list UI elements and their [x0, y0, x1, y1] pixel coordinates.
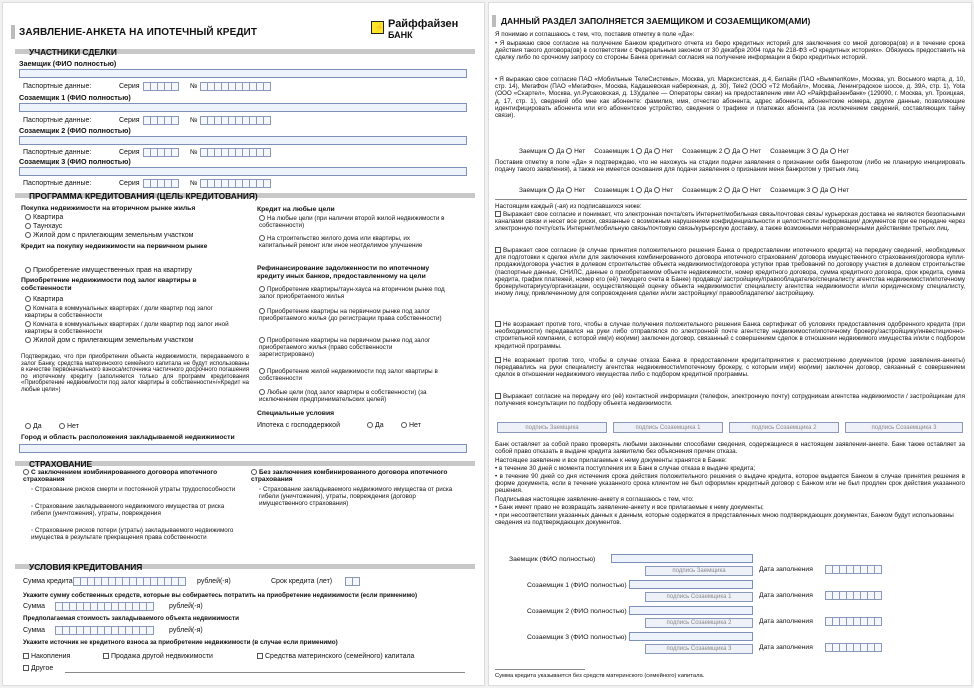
ins-opt-property: ◦ Страхование закладываемого недвижимого имущества от риска гибели (уничтожения), утраты, повреждения [31, 503, 225, 518]
borrower-series-input[interactable] [143, 82, 178, 91]
footnote-text: Сумма кредита указывается без средств материнского (семейного) капитала. [495, 673, 705, 679]
currency-label: рублей(-я) [169, 603, 203, 610]
series-label: Серия [119, 117, 140, 124]
series-label: Серия [119, 180, 140, 187]
program-heading: ПРОГРАММА КРЕДИТОВАНИЯ (ЦЕЛЬ КРЕДИТОВАНИЯ) [29, 191, 258, 201]
storage-heading: Настоящее заявление и все прилагаемые к нему документы хранятся в Банке: [495, 457, 727, 464]
intro-text: Я понимаю и соглашаюсь с тем, что, поставив отметку в поле «Да»: [495, 31, 695, 38]
form-page-2 [488, 2, 972, 686]
name-co1-label: Созаемщик 1 (ФИО полностью) [527, 582, 627, 589]
name-borrower-label: Заемщик (ФИО полностью) [509, 556, 596, 563]
consent-data-transfer[interactable]: Выражает свое согласие (в случае принятия положительного решения Банка о предоставлении ипотечного кредита) на передачу сведений, необходимых для подготовки к сделке и/или для заключения комбинированного договора ипотечного страхования/ договора имущественного страхования/договора купли-продажи/договора участия в долевом строительстве объекта недвижимости/договора уступки прав требований по договору участия в долевом строительстве (паспортные данные, СНИЛС, данные о приобретаемом объекте недвижимости, номер кредитного договора, сумма кредитного договора, срок кредита, сумма кредита, график платежей, номер его (её) текущего счета в Банке) продавцу/ застройщику/правообладателю/специалисту агентства недвижимости/ипотечному брокеру/нотариусу/организации, осуществляющей оценку объекта недвижимости/ специалисту агентства недвижимости и/или юридическому специалисту, иному лицу, привлеченному для сопровождения сделки и/или застройщику/ правообладателю/ застройщику. [495, 247, 965, 298]
amount-input[interactable] [73, 577, 185, 586]
yesno-row-2: Заемщик Да Нет Созаемщик 1 Да Нет Созаемщик 2 Да Нет Созаемщик 3 Да Нет [519, 187, 849, 194]
amount-label: Сумма кредита [23, 578, 73, 585]
agree-2: • при несоответствии указанных данных к данным, которые содержатся в представленных мною подтверждающих документах, Банком будут использованы сведения из подтверждающих документов. [495, 512, 954, 527]
bankruptcy-text: Поставив отметку в поле «Да» я подтверждаю, что не нахожусь на стадии подачи заявления о признании себя банкротом (либо не планирую инициировать подачу такого заявления), а также не имеется основания для подачи заявления о признании меня банкротом у третьих лиц. [495, 159, 965, 174]
signature-co3-field[interactable]: подпись Созаемщика 3 [845, 422, 963, 433]
date-input[interactable] [825, 617, 881, 626]
any-purpose-label: Кредит на любые цели [257, 206, 335, 213]
insurance-heading: СТРАХОВАНИЕ [29, 459, 93, 469]
form-title: ЗАЯВЛЕНИЕ-АНКЕТА НА ИПОТЕЧНЫЙ КРЕДИТ [19, 27, 258, 38]
source-other[interactable]: Другое [23, 665, 53, 673]
co2-series-input[interactable] [143, 148, 178, 157]
name-co2-input[interactable] [629, 606, 753, 615]
date-input[interactable] [825, 643, 881, 652]
signature-co2-field[interactable]: подпись Созаемщика 2 [729, 422, 839, 433]
name-borrower-input[interactable] [611, 554, 753, 563]
own-sum-label: Сумма [23, 603, 45, 610]
logo-text: Райффайзен [388, 18, 459, 30]
consent-channels[interactable]: Выражает свое согласие и понимает, что электронная почта/сеть Интернет/мобильная связь/почтовая связь/ курьерская доставка не являются безопасными каналами связи и несет все риски, связанные с возможным нарушением конфиденциальности и целостности информации/ документов при ее передаче через электронную почту/сеть Интернет/мобильную связь/почтовую связь/курьерскую доставку, а также возможными неправомерными действиями третьих лиц. [495, 211, 965, 233]
collateral-label: Приобретение недвижимости под залог квартиры в собственности [21, 277, 197, 292]
date-label: Дата заполнения [759, 644, 813, 651]
value-sum-input[interactable] [55, 626, 153, 635]
passport-label: Паспортные данные: [23, 149, 92, 156]
option-coll-apartment[interactable]: Квартира [25, 296, 63, 304]
option-any-second[interactable]: На любые цели (при наличии второй жилой недвижимости в собственности) [259, 215, 445, 230]
consent-heading: Настоящим каждый (-ая) из подписавшихся ниже: [495, 203, 642, 210]
footnote-divider [495, 669, 585, 670]
agree-1: • Банк имеет право не возвращать заявление-анкету и все прилагаемые к нему документы; [495, 504, 764, 511]
number-label: № [190, 117, 198, 124]
agree-heading: Подписывая настоящее заявление-анкету я соглашаюсь с тем, что: [495, 496, 694, 503]
own-sum-input[interactable] [55, 602, 153, 611]
value-sum-label: Сумма [23, 627, 45, 634]
consent-contacts[interactable]: Выражает согласие на передачу его (её) контактной информации (телефон, электронную почту) сотрудникам агентства недвижимости / застройщикам для получения консультации по подбору объекта недвижимости. [495, 393, 965, 408]
borrower-label: Заемщик (ФИО полностью) [19, 59, 117, 68]
option-refi-any[interactable]: Любые цели (под залог квартиры в собственности) (за исключением предпринимательских целей) [259, 389, 427, 404]
number-label: № [190, 180, 198, 187]
option-refi-collateral[interactable]: Приобретение жилой недвижимости под залог квартиры в собственности [259, 368, 438, 383]
source-savings[interactable]: Накопления [23, 653, 70, 661]
term-input[interactable] [345, 577, 359, 586]
raiffeisen-logo-icon: ⚡ [371, 21, 384, 34]
signature-co3-field[interactable]: подпись Созаемщика 3 [645, 644, 753, 654]
bki-consent-text: • Я выражаю свое согласие на получение Банком кредитного отчета из бюро кредитных историй для заключения со мной договора(ов) и в течение срока действия такого договора(ов) в соответствии с Федеральным законом от 30 декабря 2004 года № 218-ФЗ «О кредитных историях». Обязуюсь предоставить на сделку либо по срочному запросу со стороны Банка оригинал согласия на получение информации в бюро кредитных историй. [495, 40, 965, 62]
terms-heading: УСЛОВИЯ КРЕДИТОВАНИЯ [29, 562, 143, 572]
value-label: Предполагаемая стоимость закладываемого объекта недвижимости [23, 615, 240, 622]
number-label: № [190, 149, 198, 156]
insurance-with[interactable]: С заключением комбинированного договора ипотечного страхования [23, 469, 218, 484]
option-refi-primary-after[interactable]: Приобретение квартиры на первичном рынке под залог приобретаемого жилья (право собственности зарегистрировано) [259, 337, 431, 359]
page2-heading: ДАННЫЙ РАЗДЕЛ ЗАПОЛНЯЕТСЯ ЗАЕМЩИКОМ И СОЗАЕМЩИКОМ(АМИ) [501, 16, 811, 26]
co3-number-input[interactable] [200, 179, 270, 188]
consent-certificate[interactable]: Не возражает против того, чтобы в случае получения положительного решения Банка сертификат об условиях предоставления одобренного кредита (при необходимости) передавался на руки либо отправлялся по электронной почте агентству недвижимости/ипотечному брокеру/застройщику/инвестиционно-строительной компании, с которой им(и) ею(ими) заключен договор, связанный с совершением сделок в отношении недвижимого имущества и/или с подбором кредитной программы. [495, 321, 965, 350]
signature-borrower-field[interactable]: подпись Заемщика [497, 422, 607, 433]
name-co3-label: Созаемщик 3 (ФИО полностью) [527, 634, 627, 641]
secondary-market-label: Покупка недвижимости на вторичном рынке жилья [21, 205, 196, 212]
name-co1-input[interactable] [629, 580, 753, 589]
name-co3-input[interactable] [629, 632, 753, 641]
date-input[interactable] [825, 591, 881, 600]
option-refi-primary-before[interactable]: Приобретение квартиры на первичном рынке под залог приобретаемого жилья (до регистрации права собственности) [259, 308, 442, 323]
storage-term-1: • в течение 30 дней с момента поступления их в Банк в случае отказа в выдаче кредита; [495, 465, 756, 472]
series-label: Серия [119, 149, 140, 156]
co3-series-input[interactable] [143, 179, 178, 188]
telecom-consent-text: • Я выражаю свое согласие ПАО «Мобильные ТелеСистемы», Москва, ул. Марксистская, д.4, Билайн (ПАО «ВымпелКом», Москва, ул. Восьмого марта, д. 10, стр. 14), МегаФон (ПАО «МегаФон», Москва, Кадашевская набережная, д. 30), Tele2 (ООО «Т2 Мобайл», Москва, Ленинградское шоссе, д. 39А, стр. 1), Yota (ООО «Скартел», Москва, ул.Русаковская, д. 13)(далее — Операторы связи) на предоставление ими АО «Райффайзенбанк» (129090, г. Москва, ул. Троицкая, д. 17, стр. 1), сведений обо мне как абоненте: фамилия, имя, отчество абонента, адрес абонента, абонентские номера, другие данные, позволяющие идентифицировать абонента или его абонентское устройство, сведения о трафике и платежах абонента (за исключением сведений, составляющих тайну связи). [495, 76, 965, 120]
storage-term-2: • в течение 90 дней со дня истечения срока действия положительного решения о выдаче кредита, которое выдается Банком в случае принятия решения в форме документа, если в течение указанного срока клиентом не был оформлен кредитный договор с Банком или не был продлен срок действия указанного решения. [495, 473, 965, 495]
ins-opt-property-only: ◦ Страхование закладываемого недвижимого имущества от риска гибели (уничтожения), утраты, повреждения (договор имущественного страхования) [259, 486, 453, 508]
co3-name-input[interactable] [19, 167, 467, 176]
signature-co1-field[interactable]: подпись Созаемщика 1 [613, 422, 723, 433]
own-funds-label: Укажите сумму собственных средств, которые вы собираетесь потратить на приобретение недвижимости (если применимо) [23, 592, 418, 599]
co2-name-input[interactable] [19, 136, 467, 145]
bank-rights-text: Банк оставляет за собой право проверять любыми законными способами сведения, содержащиеся в настоящем заявлении-анкете. Банк также оставляет за собой право отказать в выдаче кредита заявителю без объяснения причин отказа. [495, 441, 965, 456]
date-label: Дата заполнения [759, 618, 813, 625]
participants-heading: УЧАСТНИКИ СДЕЛКИ [29, 47, 117, 57]
insurance-without[interactable]: Без заключения комбинированного договора ипотечного страхования [251, 469, 448, 484]
number-label: № [190, 83, 198, 90]
date-label: Дата заполнения [759, 592, 813, 599]
borrower-number-input[interactable] [200, 82, 270, 91]
currency-label: рублей(-я) [169, 627, 203, 634]
co1-number-input[interactable] [200, 116, 270, 125]
option-house[interactable]: Жилой дом с прилегающим земельным участком [25, 232, 193, 240]
mil-label: Ипотека с господдержкой [257, 422, 340, 429]
other-line[interactable] [65, 672, 465, 673]
consent-refusal[interactable]: Не возражает против того, чтобы в случае отказа Банка в предоставлении кредита/принятия к рассмотрению документов (кроме заявления-анкеты) передавались на руки специалисту агентства недвижимости/ипотечному брокеру, с которым им(и) ею(ими) заключен договор, связанный с совершением сделок в отношении недвижимого имущества либо с подбором кредитной программы. [495, 357, 965, 379]
form-page-1 [2, 2, 485, 686]
co3-label: Созаемщик 3 (ФИО полностью) [19, 157, 131, 166]
name-co2-label: Созаемщик 2 (ФИО полностью) [527, 608, 627, 615]
yesno-row-1: Заемщик Да Нет Созаемщик 1 Да Нет Созаемщик 2 Да Нет Созаемщик 3 Да Нет [519, 148, 849, 155]
date-input[interactable] [825, 565, 881, 574]
title-band [11, 25, 15, 39]
option-property-rights[interactable]: Приобретение имущественных прав на квартиру [25, 267, 192, 275]
divider [495, 199, 967, 200]
passport-label: Паспортные данные: [23, 117, 92, 124]
co2-label: Созаемщик 2 (ФИО полностью) [19, 126, 131, 135]
co2-number-input[interactable] [200, 148, 270, 157]
source-sale[interactable]: Продажа другой недвижимости [103, 653, 213, 661]
mil-yes[interactable]: Да [367, 422, 384, 430]
matcap-yes[interactable]: Да [25, 423, 42, 431]
term-label: Срок кредита (лет) [271, 578, 333, 585]
passport-label: Паспортные данные: [23, 180, 92, 187]
option-apartment[interactable]: Квартира [25, 214, 63, 222]
ins-opt-title: ◦ Страхование рисков потери (утраты) закладываемого недвижимого имущества в результате прекращения права собственности [31, 527, 234, 542]
signature-borrower-field[interactable]: подпись Заемщика [645, 566, 753, 576]
primary-market-label: Кредит на покупку недвижимости на первичном рынке [21, 243, 208, 250]
signature-co2-field[interactable]: подпись Созаемщика 2 [645, 618, 753, 628]
co1-name-input[interactable] [19, 103, 467, 112]
mil-no[interactable]: Нет [401, 422, 421, 430]
special-label: Специальные условия [257, 410, 335, 417]
option-townhouse[interactable]: Таунхаус [25, 223, 62, 231]
region-label: Город и область расположения закладываемой недвижимости [21, 434, 235, 441]
date-label: Дата заполнения [759, 566, 813, 573]
co1-label: Созаемщик 1 (ФИО полностью) [19, 93, 131, 102]
signature-co1-field[interactable]: подпись Созаемщика 1 [645, 592, 753, 602]
option-refi-secondary[interactable]: Приобретение квартиры/таун-хауса на вторичном рынке под залог приобретаемого жилья [259, 286, 445, 301]
source-label: Укажите источник не кредитного взноса за приобретение недвижимости (в случае если применимо) [23, 639, 338, 646]
logo-subtext: БАНК [388, 30, 413, 40]
option-coll-room-own[interactable]: Комната в коммунальных квартирах / доли квартир под залог квартиры в собственности [25, 305, 213, 320]
co1-series-input[interactable] [143, 116, 178, 125]
option-any-construction[interactable]: На строительство жилого дома или квартиры, их капитальный ремонт или иное неотделимое улучшение [259, 235, 423, 250]
series-label: Серия [119, 83, 140, 90]
title-band [492, 15, 496, 27]
currency-label: рублей(-я) [197, 578, 231, 585]
region-input[interactable] [19, 444, 467, 453]
matcap-confirmation-text: Подтверждаю, что при приобретении объекта недвижимости, передаваемого в залог Банку, средства материнского семейного капитала не будут использованы в качестве первоначального взноса/источника частичного досрочного погашения по ипотечному кредиту (заполняется только для программ кредитования «Приобретение недвижимости под залог квартиры в собственности»/«Кредит на любые цели») [21, 354, 249, 393]
ins-opt-life: ◦ Страхование рисков смерти и постоянной утраты трудоспособности [31, 486, 236, 493]
option-coll-room-other[interactable]: Комната в коммунальных квартирах / доли квартир под залог иной квартиры в собственности [25, 321, 229, 336]
passport-label: Паспортные данные: [23, 83, 92, 90]
matcap-no[interactable]: Нет [59, 423, 79, 431]
borrower-name-input[interactable] [19, 69, 467, 78]
option-coll-house[interactable]: Жилой дом с прилегающим земельным участком [25, 337, 193, 345]
refinance-label: Рефинансирование задолженности по ипотечному кредиту иных банков, предоставленному на цели [257, 265, 430, 280]
source-matcap[interactable]: Средства материнского (семейного) капитала [257, 653, 414, 661]
